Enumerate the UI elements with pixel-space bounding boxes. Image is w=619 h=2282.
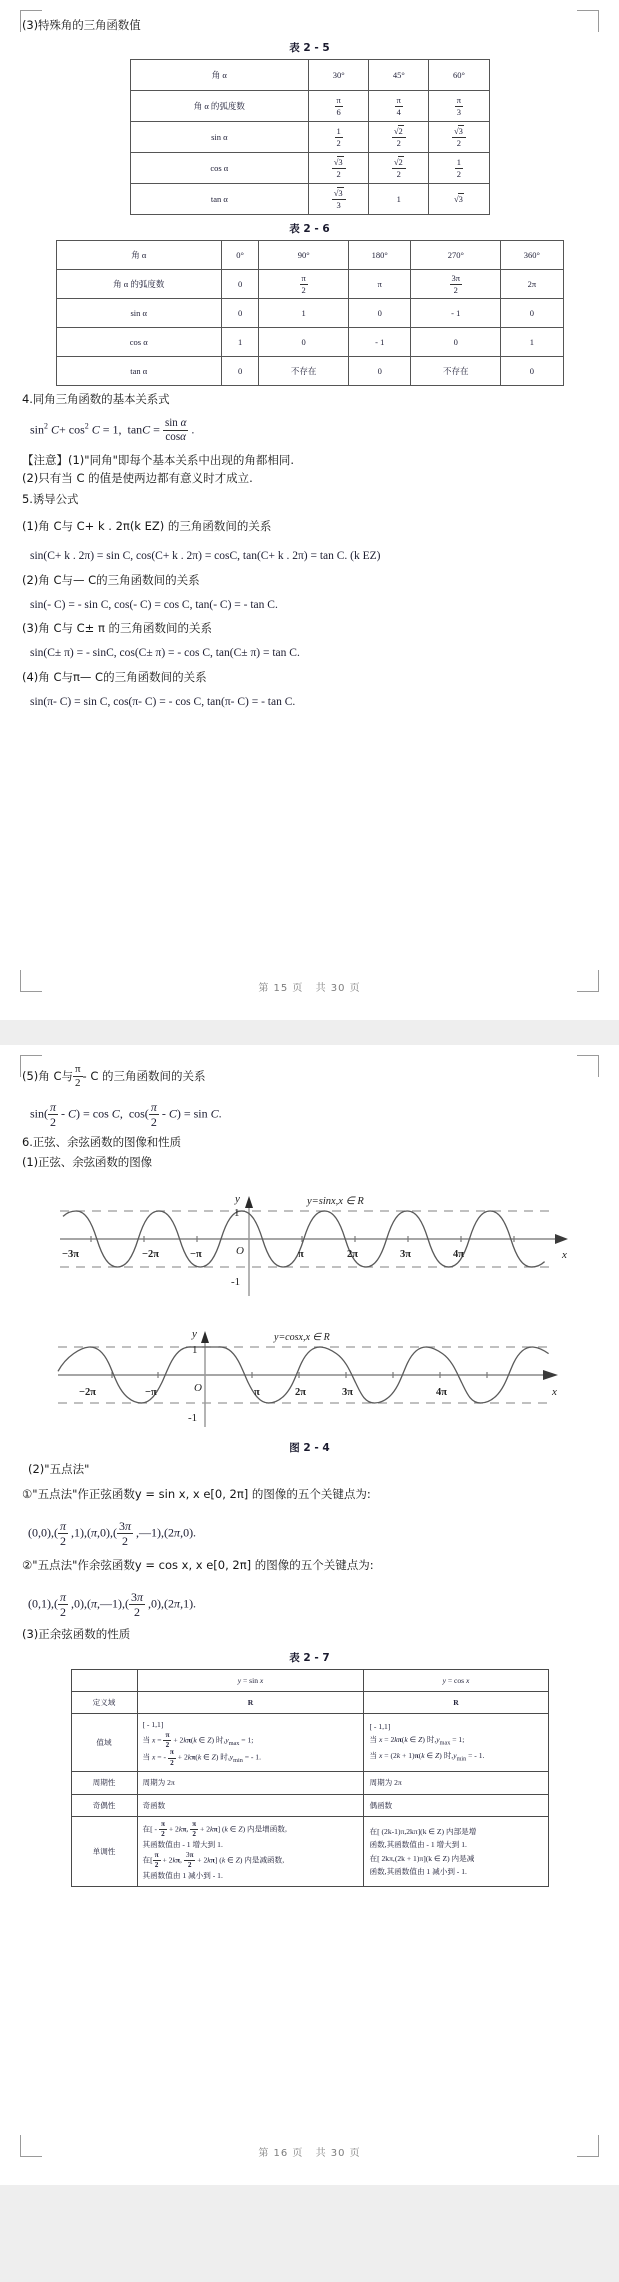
cell-sin [137, 1714, 364, 1772]
row-label: sin α [56, 299, 222, 328]
row-label: tan α [130, 184, 309, 215]
heading-sine-cosine-graphs-properties: 6.正弦、余弦函数的图像和性质 [22, 1135, 181, 1149]
origin-label: O [194, 1381, 202, 1394]
heading-sine-cosine-graphs: (1)正弦、余弦函数的图像 [22, 1155, 152, 1170]
row-label: cos α [56, 328, 222, 357]
subsection-5-2-title: (2)角 C与— C的三角函数间的关系 [22, 572, 200, 587]
table-row [56, 241, 563, 270]
cell: $\frac{\pi}{3}$ [429, 91, 489, 122]
item-1-sine-five-points-text: ①"五点法"作正弦函数y = sin x, x e[0, 2π] 的图像的五个关键点为: [22, 1487, 371, 1502]
range-line: 当 x = 2kπ(k ∈ Z) 时$,y_{max} = 1$; [369, 1735, 465, 1747]
footer-total-pages: 共 30 页 [315, 2148, 361, 2159]
item-1-sine-five-points: (0,0),( $\frac{\pi}{2}$ ,1),(π,0),( $\frac{3\pi}{2}$ ,—1),(2π,0). [28, 1519, 197, 1549]
cell: $\frac{3\pi}{2}$ [411, 270, 501, 299]
footer-page-number: 第 15 页 [258, 983, 304, 994]
cell: 45° [369, 60, 429, 91]
x-axis-label: x [562, 1248, 567, 1261]
sine-graph-svg [22, 1178, 577, 1300]
cell: 0 [501, 357, 563, 386]
cell: 0 [222, 270, 259, 299]
cell: $\frac{1}{2}$ [429, 153, 489, 184]
x-tick-label: −3π [62, 1248, 79, 1260]
row-label: 奇偶性 [71, 1794, 137, 1816]
sine-graph-title: y=sinx,x ∈ R [307, 1195, 364, 1207]
table-row-monotonicity [71, 1816, 548, 1886]
page-footer [0, 979, 619, 994]
y-axis-arrow [245, 1196, 253, 1208]
cell: 0 [501, 299, 563, 328]
equation-5-1: sin(C+ k . 2π) = sin C, cos(C+ k . 2π) = cosC, tan(C+ k . 2π) = tan C. (k EZ) [30, 550, 381, 563]
cell: π [349, 270, 411, 299]
cell-sin [137, 1816, 364, 1886]
cell: $\frac{√3}{2}$ [309, 153, 369, 184]
subsection-5-4-title: (4)角 C与π— C的三角函数间的关系 [22, 669, 207, 684]
table-2-7 [71, 1669, 549, 1888]
cell-sin: 奇函数 [137, 1794, 364, 1816]
x-tick-label: −π [145, 1386, 157, 1398]
x-tick-label: 3π [342, 1386, 354, 1398]
table-row [130, 122, 489, 153]
mono-line: 在[ (2k-1)π,2kπ](k ∈ Z) 内部是增 [369, 1826, 477, 1836]
cell: 30° [309, 60, 369, 91]
range-line: 当 x = $\frac{\pi}{2}$ + 2kπ(k ∈ Z) 时$,y_{max} = 1$; [142, 1730, 254, 1749]
subsection-5-5-title: (5)角 C与 $\frac{\pi}{2}$ - C 的三角函数间的关系 [22, 1063, 206, 1089]
heading-sine-cosine-properties: (3)正余弦函数的性质 [22, 1626, 131, 1641]
cosine-graph-svg [22, 1309, 577, 1431]
item-2-cosine-five-points: (0,1),( $\frac{\pi}{2}$ ,0),(π,—1),( $\frac{3\pi}{2}$ ,0),(2π,1). [28, 1589, 197, 1619]
cell: √3 [429, 184, 489, 215]
heading-special-angle-values: (3)特殊角的三角函数值 [22, 18, 141, 32]
cell: 360° [501, 241, 563, 270]
x-axis-arrow [555, 1234, 568, 1244]
cell: - 1 [411, 299, 501, 328]
figure-cosine-graph [22, 1309, 597, 1436]
range-line: 当 x = (2k + 1)π(k ∈ Z) 时$,y_{min}$ = - 1. [369, 1751, 485, 1763]
subsection-5-1-title: (1)角 C与 C+ k . 2π(k EZ) 的三角函数间的关系 [22, 519, 272, 534]
mono-line: 在[ $\frac{\pi}{2}$ + 2kπ, $\frac{3\pi}{2}$ + 2kπ] (k ∈ Z) 内是减函数, [142, 1850, 285, 1869]
y-tick-label-neg1: -1 [188, 1411, 198, 1424]
table-row [56, 357, 563, 386]
y-tick-label-1: 1 [192, 1343, 198, 1356]
row-label: 角 α [56, 241, 222, 270]
table-row [56, 270, 563, 299]
x-tick-label: −2π [142, 1248, 159, 1260]
cell: $\frac{\pi}{4}$ [369, 91, 429, 122]
equation-5-2: sin(- C) = - sin C, cos(- C) = cos C, tan(- C) = - tan C. [30, 598, 278, 611]
x-tick-label: 2π [295, 1386, 307, 1398]
cell: 180° [349, 241, 411, 270]
cell-cos: 偶函数 [364, 1794, 548, 1816]
x-tick-label: −π [190, 1248, 202, 1260]
mono-line: 其函数值由 1 减小到 - 1. [142, 1870, 223, 1880]
mono-line: 在[ - $\frac{\pi}{2}$ + 2kπ, $\frac{\pi}{2}$ + 2kπ] (k ∈ Z) 内是增函数, [142, 1819, 287, 1839]
corner-cell [71, 1669, 137, 1691]
cell: 0 [222, 299, 259, 328]
cell-cos: R [364, 1692, 548, 1714]
table-row-period [71, 1772, 548, 1794]
equation-5-4: sin(π- C) = sin C, cos(π- C) = - cos C, tan(π- C) = - tan C. [30, 695, 296, 708]
x-tick-label: 2π [347, 1248, 359, 1260]
x-tick-label: 3π [400, 1248, 412, 1260]
cell-sin: 周期为 2π [137, 1772, 364, 1794]
cell: 0 [411, 328, 501, 357]
cell: 不存在 [259, 357, 349, 386]
page-16 [0, 1045, 619, 2185]
page-separator [0, 1020, 619, 1045]
cell: 1 [259, 299, 349, 328]
cell: $\frac{√2}{2}$ [369, 122, 429, 153]
row-label: 角 α 的弧度数 [130, 91, 309, 122]
equation-5-5: sin( $\frac{\pi}{2}$ - C) = cos C, cos( $\frac{\pi}{2}$ - C) = sin C. [30, 1100, 222, 1129]
cell: 270° [411, 241, 501, 270]
footer-page-number: 第 16 页 [258, 2148, 304, 2159]
cell: 0 [222, 357, 259, 386]
table-row-parity [71, 1794, 548, 1816]
x-tick-label: π [298, 1248, 304, 1260]
x-axis-label: x [552, 1385, 557, 1398]
table-2-7-caption: 表 2 - 7 [289, 1651, 330, 1664]
cell: 不存在 [411, 357, 501, 386]
heading-five-point-method: (2)"五点法" [28, 1461, 90, 1476]
row-label: tan α [56, 357, 222, 386]
row-label: 值域 [71, 1714, 137, 1772]
table-row [56, 328, 563, 357]
y-axis-arrow [201, 1331, 209, 1343]
heading-induction-formulas: 5.诱导公式 [22, 492, 79, 507]
table-row-range [71, 1714, 548, 1772]
y-axis-label: y [235, 1192, 240, 1205]
page-15 [0, 0, 619, 1020]
x-axis-arrow [543, 1370, 558, 1380]
page-footer [0, 2144, 619, 2159]
cell: 2π [501, 270, 563, 299]
table-row [130, 60, 489, 91]
x-tick-label: 4π [436, 1386, 448, 1398]
mono-line: 其函数值由 - 1 增大到 1. [142, 1840, 223, 1850]
mono-line: 函数,其函数值由 - 1 增大到 1. [369, 1840, 467, 1850]
cell: 0° [222, 241, 259, 270]
cell: 1 [222, 328, 259, 357]
x-tick-label: π [254, 1386, 260, 1398]
cell: $\frac{1}{2}$ [309, 122, 369, 153]
table-row [130, 91, 489, 122]
cell: $\frac{√2}{2}$ [369, 153, 429, 184]
row-label: 角 α 的弧度数 [56, 270, 222, 299]
cell: 90° [259, 241, 349, 270]
cell: $\frac{√3}{3}$ [309, 184, 369, 215]
cell: - 1 [349, 328, 411, 357]
mono-line: 在[ 2kπ,(2k + 1)π](k ∈ Z) 内是减 [369, 1853, 475, 1863]
cell: 0 [349, 357, 411, 386]
row-label: 角 α [130, 60, 309, 91]
cell-cos: 周期为 2π [364, 1772, 548, 1794]
table-row-domain [71, 1692, 548, 1714]
table-2-6 [56, 240, 564, 386]
range-line: [ - 1,1] [369, 1721, 391, 1731]
table-row [130, 153, 489, 184]
cell: 1 [501, 328, 563, 357]
equation-basic-identities: $\sin^2 C+ \cos^2 C = 1$, tanC = $\frac{\text{sin α}}{\cos\alpha}$ . [30, 416, 195, 443]
cell: 60° [429, 60, 489, 91]
cell-sin: R [137, 1692, 364, 1714]
mono-line: 函数,其函数值由 1 减小到 - 1. [369, 1866, 467, 1876]
cell: $\frac{\pi}{2}$ [259, 270, 349, 299]
cell: 0 [259, 328, 349, 357]
cell: $\frac{\pi}{6}$ [309, 91, 369, 122]
cell-cos [364, 1816, 548, 1886]
table-header-row [71, 1669, 548, 1691]
y-tick-label-neg1: -1 [231, 1275, 241, 1288]
table-row [56, 299, 563, 328]
subsection-5-3-title: (3)角 C与 C± π 的三角函数间的关系 [22, 621, 213, 636]
y-axis-label: y [192, 1327, 197, 1340]
equation-5-3: sin(C± π) = - sinC, cos(C± π) = - cos C, tan(C± π) = tan C. [30, 647, 300, 660]
table-2-5 [130, 59, 490, 215]
table-2-6-caption: 表 2 - 6 [289, 223, 330, 236]
range-line: [ - 1,1] [142, 1720, 164, 1730]
row-label: 定义域 [71, 1692, 137, 1714]
y-tick-label-1: 1 [234, 1206, 240, 1219]
cosine-graph-title: y=cosx,x ∈ R [274, 1331, 330, 1343]
cell: 0 [349, 299, 411, 328]
heading-same-angle-relations: 4.同角三角函数的基本关系式 [22, 392, 170, 407]
item-2-cosine-five-points-text: ②"五点法"作余弦函数y = cos x, x e[0, 2π] 的图像的五个关键点为: [22, 1558, 374, 1573]
cell: $\frac{√3}{2}$ [429, 122, 489, 153]
range-line: 当 x = - $\frac{\pi}{2}$ + 2kπ(k ∈ Z) 时$,y_{min}$ = - 1. [142, 1748, 261, 1767]
row-label: 单调性 [71, 1816, 137, 1886]
row-label: 周期性 [71, 1772, 137, 1794]
row-label: cos α [130, 153, 309, 184]
note-line-1: 【注意】(1)"同角"即每个基本关系中出现的角都相同. [22, 452, 295, 467]
table-row [130, 184, 489, 215]
origin-label: O [236, 1244, 244, 1257]
x-tick-label: −2π [79, 1386, 96, 1398]
column-header-cos: y = cos x [364, 1669, 548, 1691]
table-2-5-caption: 表 2 - 5 [289, 42, 330, 55]
figure-sine-graph [22, 1178, 597, 1305]
note-line-2: (2)只有当 C 的值是使两边都有意义时才成立. [22, 471, 253, 486]
cell: 1 [369, 184, 429, 215]
bottom-spacer [0, 2185, 619, 2282]
footer-total-pages: 共 30 页 [315, 983, 361, 994]
figure-2-4-caption: 图 2 - 4 [289, 1441, 330, 1454]
row-label: sin α [130, 122, 309, 153]
x-tick-label: 4π [453, 1248, 465, 1260]
cell-cos [364, 1714, 548, 1772]
column-header-sin: y = sin x [137, 1669, 364, 1691]
